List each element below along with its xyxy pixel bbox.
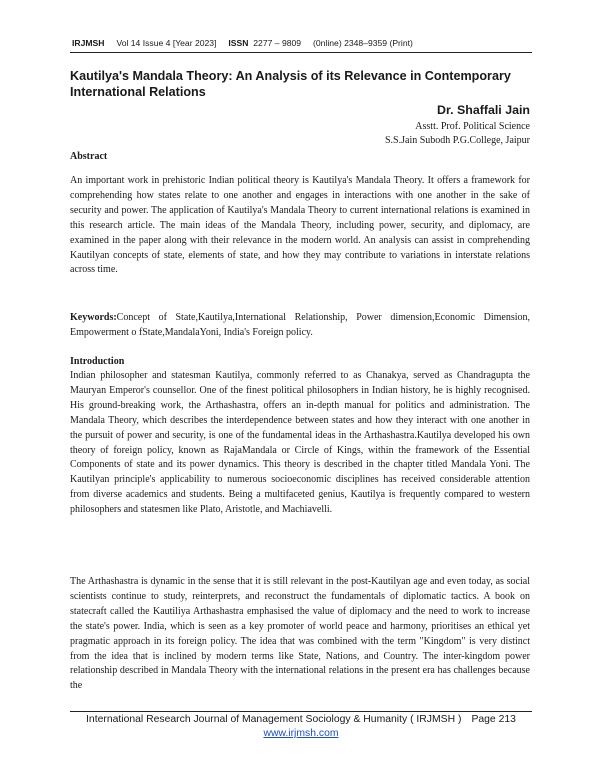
keywords-label: Keywords:	[70, 312, 117, 323]
intro-paragraph-1: Indian philosopher and statesman Kautilya, commonly referred to as Chanakya, served as Chandragupta the Mauryan Emperor's counsellor. One of the finest political philosophers in Indian history, he is highly recognised. His ground-breaking work, the Arthashastra, offers an in-depth manual for politics and administration. The Mandala Theory, which describes the interdependence between states and how they interact with one another in the pursuit of power and security, is one of the fundamental ideas in the Arthashastra.Kautilya developed his own theory of foreign policy, known as RajaMandala or Circle of Kings, within the framework of the Essential Components of state and its power dynamics. This theory is described in the chapter titled Mandala Yoni. The Kautilyan principle's applicability to numerous socioeconomic disciplines has received considerable attention from diverse academics and students. Being a multifaceted genius, Kautilya is frequently compared to western philosophers and statesmen like Plato, Aristotle, and Machiavelli.	[70, 370, 530, 516]
journal-abbrev: IRJMSH	[72, 38, 105, 48]
header-rule	[70, 52, 532, 53]
author-institution: S.S.Jain Subodh P.G.College, Jaipur	[384, 135, 530, 146]
keywords	[70, 311, 530, 341]
footer-journal: International Research Journal of Management Sociology & Humanity ( IRJMSH )	[86, 714, 462, 725]
author-name: Dr. Shaffali Jain	[437, 103, 530, 117]
paper-title: Kautilya's Mandala Theory: An Analysis of its Relevance in Contemporary International Relations	[70, 69, 511, 99]
issn-number: 2277 – 9809	[253, 38, 302, 48]
running-header	[72, 38, 532, 48]
abstract-heading: Abstract	[70, 151, 108, 162]
author-position: Asstt. Prof. Political Science	[415, 121, 530, 132]
footer-rule	[70, 711, 532, 712]
issn-label: ISSN	[228, 38, 249, 48]
abstract-text: An important work in prehistoric Indian political theory is Kautilya's Mandala Theory. It offers a framework for comprehending how states relate to one another and engages in interactions with one another in the sake of security and power. The application of Kautilya's Mandala Theory to current international relations is examined in this research article. The main ideas of the Mandala Theory, including power, security, and diplomacy, are examined in the paper along with their relevance in the modern world. An analysis can assist in comprehending Kautilyan concepts of state, elements of state, and how they may contribute to variations in interstate relations across time.	[70, 175, 530, 276]
journal-url-link[interactable]: www.irjmsh.com	[263, 728, 339, 739]
author-affiliation	[385, 120, 530, 148]
volume-info: Vol 14 Issue 4 [Year 2023]	[116, 38, 217, 48]
intro-paragraph-2: The Arthashastra is dynamic in the sense that it is still relevant in the post-Kautilyan age and even today, as social scientists continue to study, reinterprets, and reconstruct the fundamentals of diplomatic tactics. A book on statecraft called the Kautiliya Arthashastra emphasised the value of diplomacy and the need to work to increase the state's power. India, which is seen as a key promoter of world peace and harmony, prioritises an ethical yet pragmatic approach in its foreign policy. The idea that was combined with the term "Kingdom" is very distinct from the idea that is inclined by modern terms like State, Nations, and Country. The inter-kingdom power relationship described in Mandala Theory with the international relations in the present era has challenges because the	[70, 576, 530, 692]
running-footer	[70, 714, 532, 725]
page-number: Page 213	[471, 714, 516, 725]
online-issn: (0nline) 2348–9359 (Print)	[313, 38, 413, 48]
introduction-heading: Introduction	[70, 356, 125, 367]
keywords-text: Concept of State,Kautilya,International Relationship, Power dimension,Economic Dimension, Empowerment o fState,MandalaYoni, India's Foreign policy.	[70, 312, 530, 338]
